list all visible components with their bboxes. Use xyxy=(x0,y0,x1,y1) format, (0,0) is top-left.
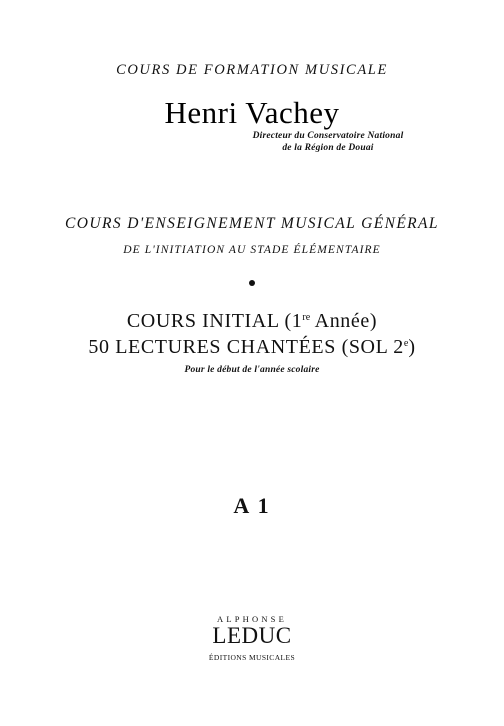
main-title-line-1-superscript: re xyxy=(302,312,311,323)
publisher-bottom-line: ÉDITIONS MUSICALES xyxy=(208,653,296,662)
publisher-name: LEDUC xyxy=(212,623,292,648)
main-title-line-2-superscript: e xyxy=(403,338,409,349)
course-subtitle: DE L'INITIATION AU STADE ÉLÉMENTAIRE xyxy=(123,244,381,256)
main-title-line-1-suffix: Année) xyxy=(310,310,378,332)
author-affiliation-line-1: Directeur du Conservatoire National xyxy=(252,131,404,141)
main-note: Pour le début de l'année scolaire xyxy=(184,365,320,375)
main-title-line-1 xyxy=(0,310,504,333)
publisher-top-line: ALPHONSE xyxy=(217,614,287,624)
main-title-line-1-prefix: COURS INITIAL (1 xyxy=(126,310,303,332)
series-title: COURS DE FORMATION MUSICALE xyxy=(116,62,388,78)
main-title-line-2-suffix: ) xyxy=(408,336,416,358)
course-title: COURS D'ENSEIGNEMENT MUSICAL GÉNÉRAL xyxy=(65,215,439,232)
author-affiliation-line-2: de la Région de Douai xyxy=(282,143,374,153)
author-name: Henri Vachey xyxy=(164,95,340,130)
bullet-separator xyxy=(249,280,255,286)
main-title-line-2-prefix: 50 LECTURES CHANTÉES (SOL 2 xyxy=(88,336,404,358)
volume-number: A 1 xyxy=(233,493,271,518)
main-title-line-2 xyxy=(0,336,504,359)
